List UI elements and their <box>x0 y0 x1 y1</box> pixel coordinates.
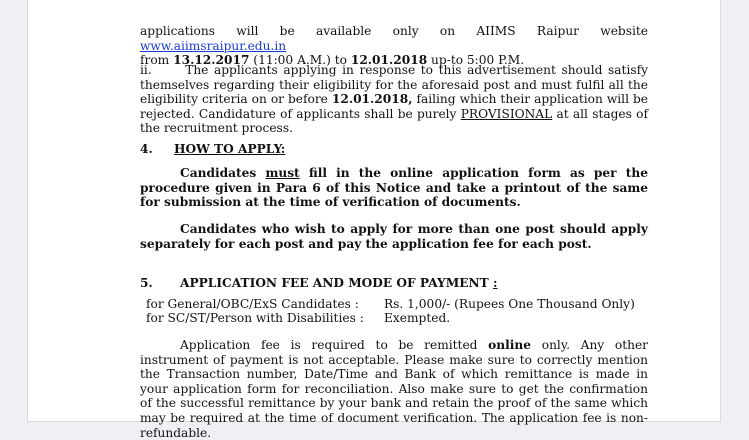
section-5-title: APPLICATION FEE AND MODE OF PAYMENT <box>180 276 489 290</box>
section-5-heading <box>180 276 497 291</box>
start-date: 13.12.2017 <box>173 53 250 68</box>
must-word: must <box>265 166 300 180</box>
section-4-paragraph-1 <box>140 166 648 210</box>
fee-text-b: only. Any other instrument of payment is not acceptable. Please make sure to correctly mention the Transaction number, Date/Time and Bank of which remittance is made in your application form for reconciliation. Also make sure to get the confirmation of the successful remittance by your bank and retain the proof of the same which may be required at the time of document verification. The application fee is non-refundable. <box>140 338 648 440</box>
section-4-paragraph-2: Candidates who wish to apply for more than one post should apply separately for each post and pay the application fee for each post. <box>140 222 648 251</box>
p1-text-a: Candidates <box>180 166 266 180</box>
from-text: from <box>140 53 174 68</box>
para-ii-text-b: failing which their application will be rejected. Candidature of applicants shall be purely <box>140 92 648 121</box>
section-4-number: 4. <box>140 142 153 156</box>
eligibility-date: 12.01.2018, <box>331 92 413 107</box>
paragraph-ii <box>140 63 648 136</box>
start-time: (11:00 A.M.) to <box>249 53 351 68</box>
fee-amount: Exempted. <box>384 311 451 325</box>
end-time: up-to 5:00 P.M. <box>427 53 525 68</box>
fee-category: for SC/ST/Person with Disabilities : <box>146 311 364 325</box>
intro-text: applications will be available only on AIIMS Raipur website <box>140 24 648 38</box>
p1-text-b: fill in the online application form as per the procedure given in Para 6 of this Notice and take a printout of the same for submission at the time of verification of documents. <box>140 166 648 210</box>
section-5-paragraph <box>140 338 648 440</box>
fee-text-a: Application fee is required to be remitted <box>180 338 489 352</box>
section-4-heading: HOW TO APPLY: <box>174 142 286 156</box>
para-marker: ii. <box>140 63 152 77</box>
fee-category: for General/OBC/ExS Candidates : <box>146 297 359 311</box>
section-5-colon: : <box>492 276 498 290</box>
fee-amount: Rs. 1,000/- (Rupees One Thousand Only) <box>384 297 635 311</box>
provisional-word: PROVISIONAL <box>460 106 553 121</box>
website-link[interactable]: www.aiimsraipur.edu.in <box>140 38 287 53</box>
para-ii-text-c: at all stages of the recruitment process. <box>140 106 648 136</box>
para-ii-text-a: The applicants applying in response to this advertisement should satisfy themselves regarding their eligibility for the aforesaid post and must fulfil all the eligibility criteria on or before <box>140 63 648 107</box>
intro-paragraph <box>140 24 648 68</box>
end-date: 12.01.2018 <box>350 53 428 68</box>
online-word: online <box>488 338 532 352</box>
section-5-number: 5. <box>140 276 153 290</box>
document-page <box>28 0 720 440</box>
